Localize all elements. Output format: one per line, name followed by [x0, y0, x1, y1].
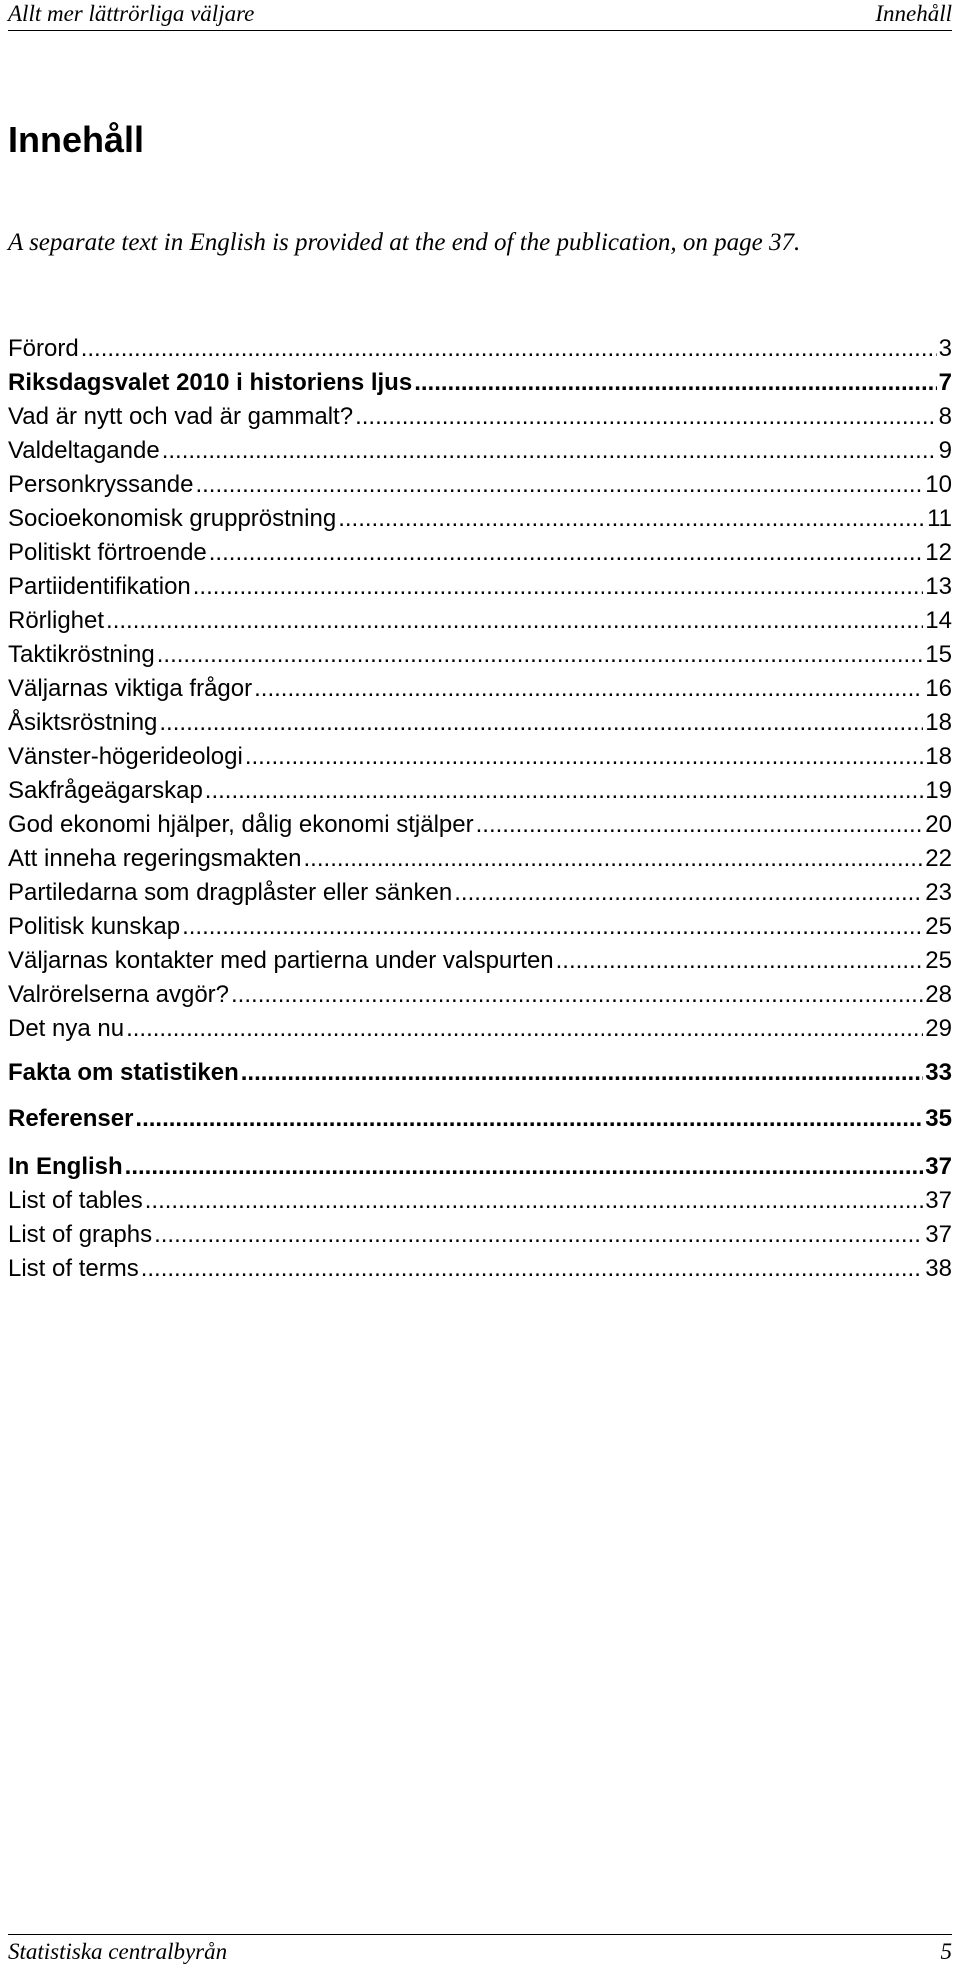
- toc-entry[interactable]: [8, 434, 952, 468]
- toc-entry-label: Att inneha regeringsmakten: [8, 845, 302, 872]
- toc-entry-label: Vänster-högerideologi: [8, 743, 243, 770]
- toc-entry-page: 33: [925, 1059, 952, 1086]
- toc-entry-label: Förord: [8, 335, 79, 362]
- toc-leader-dots: [454, 876, 923, 910]
- toc-entry-label: Det nya nu: [8, 1015, 125, 1042]
- toc-entry-page: 37: [925, 1221, 952, 1248]
- toc-leader-dots: [205, 774, 924, 808]
- toc-entry-label: In English: [8, 1153, 123, 1180]
- toc-entry-label: Rörlighet: [8, 607, 105, 634]
- toc-entry[interactable]: [8, 468, 952, 502]
- toc-leader-dots: [338, 502, 925, 536]
- toc-leader-dots: [556, 944, 924, 978]
- toc-entry[interactable]: [8, 876, 952, 910]
- toc-entry-page: 10: [925, 471, 952, 498]
- toc-entry-page: 18: [925, 743, 952, 770]
- toc-entry[interactable]: [8, 536, 952, 570]
- toc-entry-page: 23: [925, 879, 952, 906]
- toc-leader-dots: [414, 366, 936, 400]
- toc-leader-dots: [355, 400, 937, 434]
- toc-entry-page: 22: [925, 845, 952, 872]
- toc-entry-page: 25: [925, 947, 952, 974]
- toc-entry-label: Valdeltagande: [8, 437, 160, 464]
- toc-entry-label: Vad är nytt och vad är gammalt?: [8, 403, 354, 430]
- toc-entry-page: 37: [925, 1153, 952, 1180]
- toc-entry[interactable]: [8, 1150, 952, 1184]
- toc-entry-label: Politiskt förtroende: [8, 539, 207, 566]
- toc-entry-page: 38: [925, 1255, 952, 1282]
- page-title: Innehåll: [8, 119, 145, 160]
- running-footer: [8, 1934, 952, 1967]
- toc-entry-page: 16: [925, 675, 952, 702]
- toc-entry-page: 20: [925, 811, 952, 838]
- toc-entry[interactable]: [8, 570, 952, 604]
- toc-entry[interactable]: [8, 978, 952, 1012]
- english-note: A separate text in English is provided at the end of the publication, on page 37.: [8, 229, 801, 256]
- toc-entry[interactable]: [8, 332, 952, 366]
- toc-entry-label: Väljarnas kontakter med partierna under valspurten: [8, 947, 554, 974]
- toc-entry-label: List of graphs: [8, 1221, 153, 1248]
- toc-leader-dots: [241, 1056, 924, 1090]
- toc-entry[interactable]: [8, 740, 952, 774]
- toc-entry-page: 11: [927, 505, 952, 532]
- toc-entry-label: Väljarnas viktiga frågor: [8, 675, 253, 702]
- toc-entry-page: 9: [938, 437, 952, 464]
- toc-entry[interactable]: [8, 400, 952, 434]
- toc-entry-page: 28: [925, 981, 952, 1008]
- toc-entry-page: 19: [925, 777, 952, 804]
- toc-leader-dots: [135, 1102, 923, 1136]
- toc-entry[interactable]: [8, 366, 952, 400]
- table-of-contents: [8, 332, 952, 1286]
- toc-entry[interactable]: [8, 808, 952, 842]
- toc-entry-label: Fakta om statistiken: [8, 1059, 239, 1086]
- toc-leader-dots: [209, 536, 924, 570]
- toc-entry-label: God ekonomi hjälper, dålig ekonomi stjälper: [8, 811, 474, 838]
- toc-leader-dots: [476, 808, 924, 842]
- toc-entry-label: Åsiktsröstning: [8, 709, 158, 736]
- toc-leader-dots: [157, 638, 924, 672]
- toc-entry-page: 12: [925, 539, 952, 566]
- toc-entry-label: List of terms: [8, 1255, 139, 1282]
- toc-entry[interactable]: [8, 1218, 952, 1252]
- toc-entry-label: List of tables: [8, 1187, 143, 1214]
- toc-entry[interactable]: [8, 638, 952, 672]
- toc-entry-page: 13: [925, 573, 952, 600]
- toc-entry[interactable]: [8, 706, 952, 740]
- toc-entry[interactable]: [8, 1056, 952, 1090]
- toc-leader-dots: [304, 842, 924, 876]
- toc-entry-page: 29: [925, 1015, 952, 1042]
- toc-entry-label: Sakfrågeägarskap: [8, 777, 203, 804]
- toc-entry-label: Taktikröstning: [8, 641, 155, 668]
- toc-entry[interactable]: [8, 604, 952, 638]
- toc-entry[interactable]: [8, 502, 952, 536]
- toc-entry[interactable]: [8, 1184, 952, 1218]
- toc-entry-page: 14: [925, 607, 952, 634]
- toc-entry[interactable]: [8, 1012, 952, 1046]
- toc-leader-dots: [145, 1184, 924, 1218]
- toc-leader-dots: [126, 1012, 923, 1046]
- toc-leader-dots: [141, 1252, 924, 1286]
- toc-leader-dots: [195, 468, 923, 502]
- toc-entry-page: 8: [938, 403, 952, 430]
- toc-entry[interactable]: [8, 1252, 952, 1286]
- toc-entry-page: 3: [938, 335, 952, 362]
- toc-entry[interactable]: [8, 1102, 952, 1136]
- toc-entry[interactable]: [8, 774, 952, 808]
- toc-leader-dots: [245, 740, 923, 774]
- toc-entry-page: 18: [925, 709, 952, 736]
- toc-entry-page: 7: [938, 369, 952, 396]
- toc-entry-label: Personkryssande: [8, 471, 194, 498]
- toc-leader-dots: [125, 1150, 924, 1184]
- toc-leader-dots: [231, 978, 923, 1012]
- toc-leader-dots: [154, 1218, 923, 1252]
- toc-leader-dots: [254, 672, 923, 706]
- header-publication-title: Allt mer lättrörliga väljare: [8, 1, 255, 26]
- toc-entry-label: Partiledarna som dragplåster eller sänken: [8, 879, 453, 906]
- toc-entry-label: Politisk kunskap: [8, 913, 181, 940]
- footer-publisher: Statistiska centralbyrån: [8, 1939, 228, 1964]
- toc-entry[interactable]: [8, 672, 952, 706]
- toc-entry[interactable]: [8, 910, 952, 944]
- toc-leader-dots: [81, 332, 937, 366]
- toc-entry-label: Socioekonomisk gruppröstning: [8, 505, 337, 532]
- page-number: 5: [940, 1939, 952, 1964]
- toc-entry[interactable]: [8, 842, 952, 876]
- toc-leader-dots: [106, 604, 923, 638]
- toc-entry-page: 37: [925, 1187, 952, 1214]
- toc-entry-page: 25: [925, 913, 952, 940]
- header-section-title: Innehåll: [875, 1, 952, 26]
- toc-entry-label: Partiidentifikation: [8, 573, 191, 600]
- toc-leader-dots: [182, 910, 923, 944]
- toc-entry-label: Riksdagsvalet 2010 i historiens ljus: [8, 369, 413, 396]
- toc-entry-label: Referenser: [8, 1105, 134, 1132]
- running-header: [8, 0, 952, 31]
- toc-leader-dots: [162, 434, 937, 468]
- toc-leader-dots: [193, 570, 924, 604]
- toc-entry-label: Valrörelserna avgör?: [8, 981, 230, 1008]
- toc-entry-page: 15: [925, 641, 952, 668]
- toc-leader-dots: [159, 706, 923, 740]
- toc-entry-page: 35: [925, 1105, 952, 1132]
- toc-entry[interactable]: [8, 944, 952, 978]
